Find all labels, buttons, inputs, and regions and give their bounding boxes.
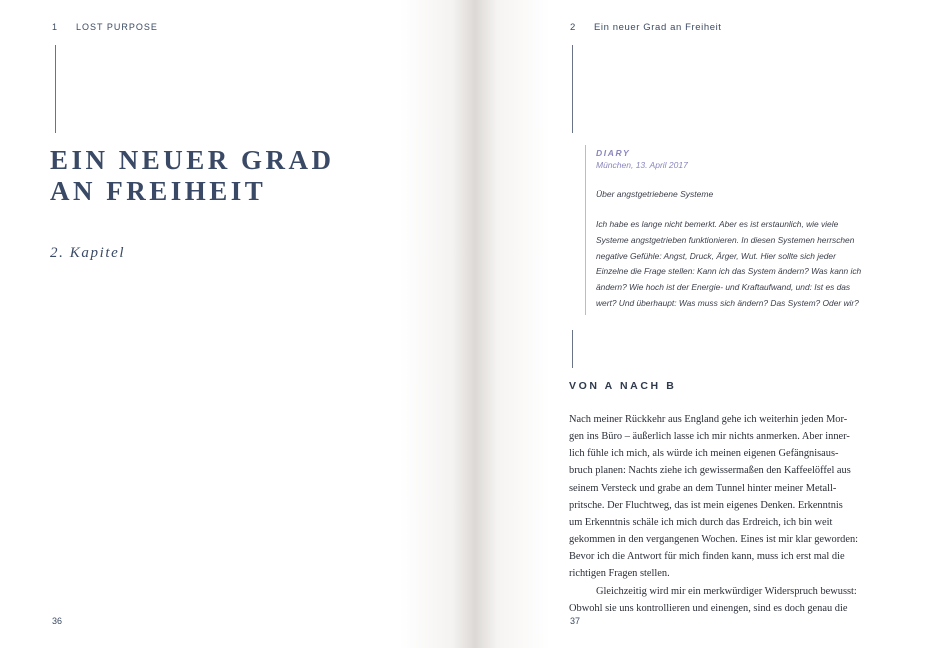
diary-body-line: negative Gefühle: Angst, Druck, Ärger, Wut. Hier sollte sich jeder [596, 250, 836, 261]
right-running-head-title: Ein neuer Grad an Freiheit [594, 22, 722, 33]
diary-label: DIARY [596, 148, 631, 158]
body-line: um Erkenntnis schäle ich mich durch das Erdreich, ich bin weit [569, 516, 833, 528]
body-line: Bevor ich die Antwort für mich finden kann, muss ich erst mal die [569, 551, 845, 563]
chapter-title [50, 145, 410, 207]
diary-subject: Über angstgetriebene Systeme [596, 189, 714, 199]
section-heading: VON A NACH B [569, 380, 677, 392]
chapter-title-line: AN FREIHEIT [50, 176, 267, 206]
diary-entry [596, 148, 908, 312]
diary-body-line: Systeme angstgetrieben funktionieren. In diesen Systemen herrschen [596, 234, 855, 245]
right-running-head [570, 22, 722, 33]
right-mid-vertical-rule [572, 330, 573, 368]
body-line: richtigen Fragen stellen. [569, 568, 670, 580]
right-folio: 37 [570, 616, 581, 626]
left-running-head-title: LOST PURPOSE [76, 22, 158, 32]
left-folio: 36 [52, 616, 63, 626]
diary-margin-rule [585, 145, 586, 315]
chapter-title-line: EIN NEUER GRAD [50, 145, 335, 175]
body-line: gen ins Büro – äußerlich lasse ich mir nichts anmerken. Aber inner- [569, 431, 850, 443]
diary-date: München, 13. April 2017 [596, 160, 688, 170]
body-line: gekommen in den vergangenen Wochen. Eines ist mir klar geworden: [569, 534, 859, 546]
diary-body [596, 217, 908, 312]
body-line: Gleichzeitig wird mir ein merkwürdiger Widerspruch bewusst: [596, 585, 857, 597]
right-top-vertical-rule [572, 45, 573, 133]
body-line: seinem Versteck und grabe an dem Tunnel hinter meiner Metall- [569, 482, 837, 494]
body-text [569, 411, 899, 617]
diary-body-line: Einzelne die Frage stellen: Kann ich das System ändern? Was kann ich [596, 266, 862, 277]
diary-body-line: Ich habe es lange nicht bemerkt. Aber es ist erstaunlich, wie viele [596, 219, 839, 229]
left-running-head-number: 1 [52, 22, 59, 32]
body-line: Obwohl sie uns kontrollieren und einengen, sind es doch genau die [569, 602, 848, 614]
body-line: Nach meiner Rückkehr aus England gehe ich weiterhin jeden Mor- [569, 414, 848, 425]
body-line: lich fühle ich mich, als würde ich meinen eigenen Gefängnisaus- [569, 448, 839, 460]
diary-body-line: wert? Und überhaupt: Was muss sich ändern? Das System? Oder wir? [596, 297, 859, 308]
left-vertical-rule [55, 45, 56, 133]
left-page [0, 0, 472, 648]
right-running-head-number: 2 [570, 22, 576, 33]
body-line: bruch planen: Nachts ziehe ich gewissermaßen den Kaffeelöffel aus [569, 465, 851, 477]
diary-body-line: ändern? Wie hoch ist der Energie- und Kraftaufwand, und: Ist es das [596, 282, 851, 293]
left-running-head [52, 22, 158, 32]
body-line: pritsche. Der Fluchtweg, das ist mein eigenes Denken. Erkenntnis [569, 499, 843, 511]
chapter-subtitle: 2. Kapitel [50, 245, 126, 261]
